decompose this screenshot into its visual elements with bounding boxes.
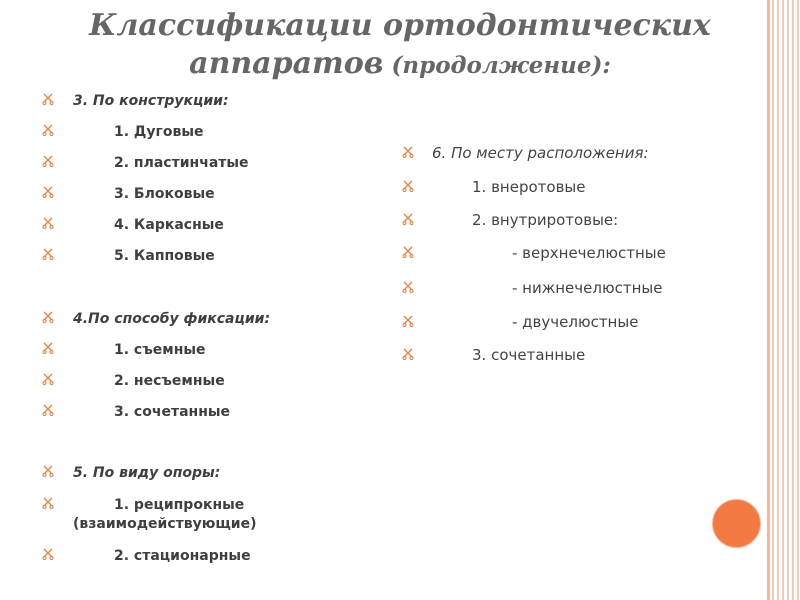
list-item: 2. внутриротовые: [472, 211, 619, 229]
scissors-icon [42, 93, 54, 105]
list-item: 3. сочетанные [114, 404, 231, 420]
scissors-icon [42, 155, 54, 167]
scissors-icon [42, 342, 54, 354]
scissors-icon [42, 186, 54, 198]
scissors-icon [402, 281, 414, 293]
list-item: 2. несъемные [114, 373, 225, 389]
list-item: 5. Капповые [114, 248, 215, 264]
list-item: 2. стационарные [114, 548, 251, 564]
list-item: 4. Каркасные [114, 217, 224, 233]
list-item: - нижнечелюстные [512, 279, 663, 297]
slide-title-line1: Классификации ортодонтических [89, 8, 711, 43]
scissors-icon [42, 404, 54, 416]
construction-header: 3. По конструкции: [73, 93, 229, 109]
scissors-icon [402, 213, 414, 225]
list-item: 2. пластинчатые [114, 155, 249, 171]
slide-title-line2 [0, 46, 800, 81]
slide-title-sub: (продолжение): [383, 52, 611, 79]
list-item: - двучелюстные [512, 313, 639, 331]
location-header: 6. По месту расположения: [432, 144, 649, 162]
scissors-icon [402, 348, 414, 360]
support-header: 5. По виду опоры: [73, 465, 221, 481]
scissors-icon [42, 465, 54, 477]
scissors-icon [402, 246, 414, 258]
scissors-icon [42, 248, 54, 260]
slide-title-main: аппаратов [189, 46, 384, 81]
scissors-icon [402, 146, 414, 158]
decorative-stripes [764, 0, 800, 600]
list-item: 1. Дуговые [114, 124, 204, 140]
list-item: 3. Блоковые [114, 186, 215, 202]
scissors-icon [42, 373, 54, 385]
scissors-icon [402, 315, 414, 327]
list-item: 1. съемные [114, 342, 206, 358]
scissors-icon [42, 217, 54, 229]
scissors-icon [42, 548, 54, 560]
list-item-continuation: (взаимодействующие) [73, 516, 257, 532]
scissors-icon [402, 180, 414, 192]
decorative-circle [712, 499, 761, 548]
scissors-icon [42, 497, 54, 509]
fixation-header: 4.По способу фиксации: [73, 311, 271, 327]
scissors-icon [42, 311, 54, 323]
list-item: - верхнечелюстные [512, 244, 666, 262]
list-item: 1. внеротовые [472, 178, 586, 196]
scissors-icon [42, 124, 54, 136]
list-item: 1. реципрокные [114, 497, 245, 513]
list-item: 3. сочетанные [472, 346, 586, 364]
